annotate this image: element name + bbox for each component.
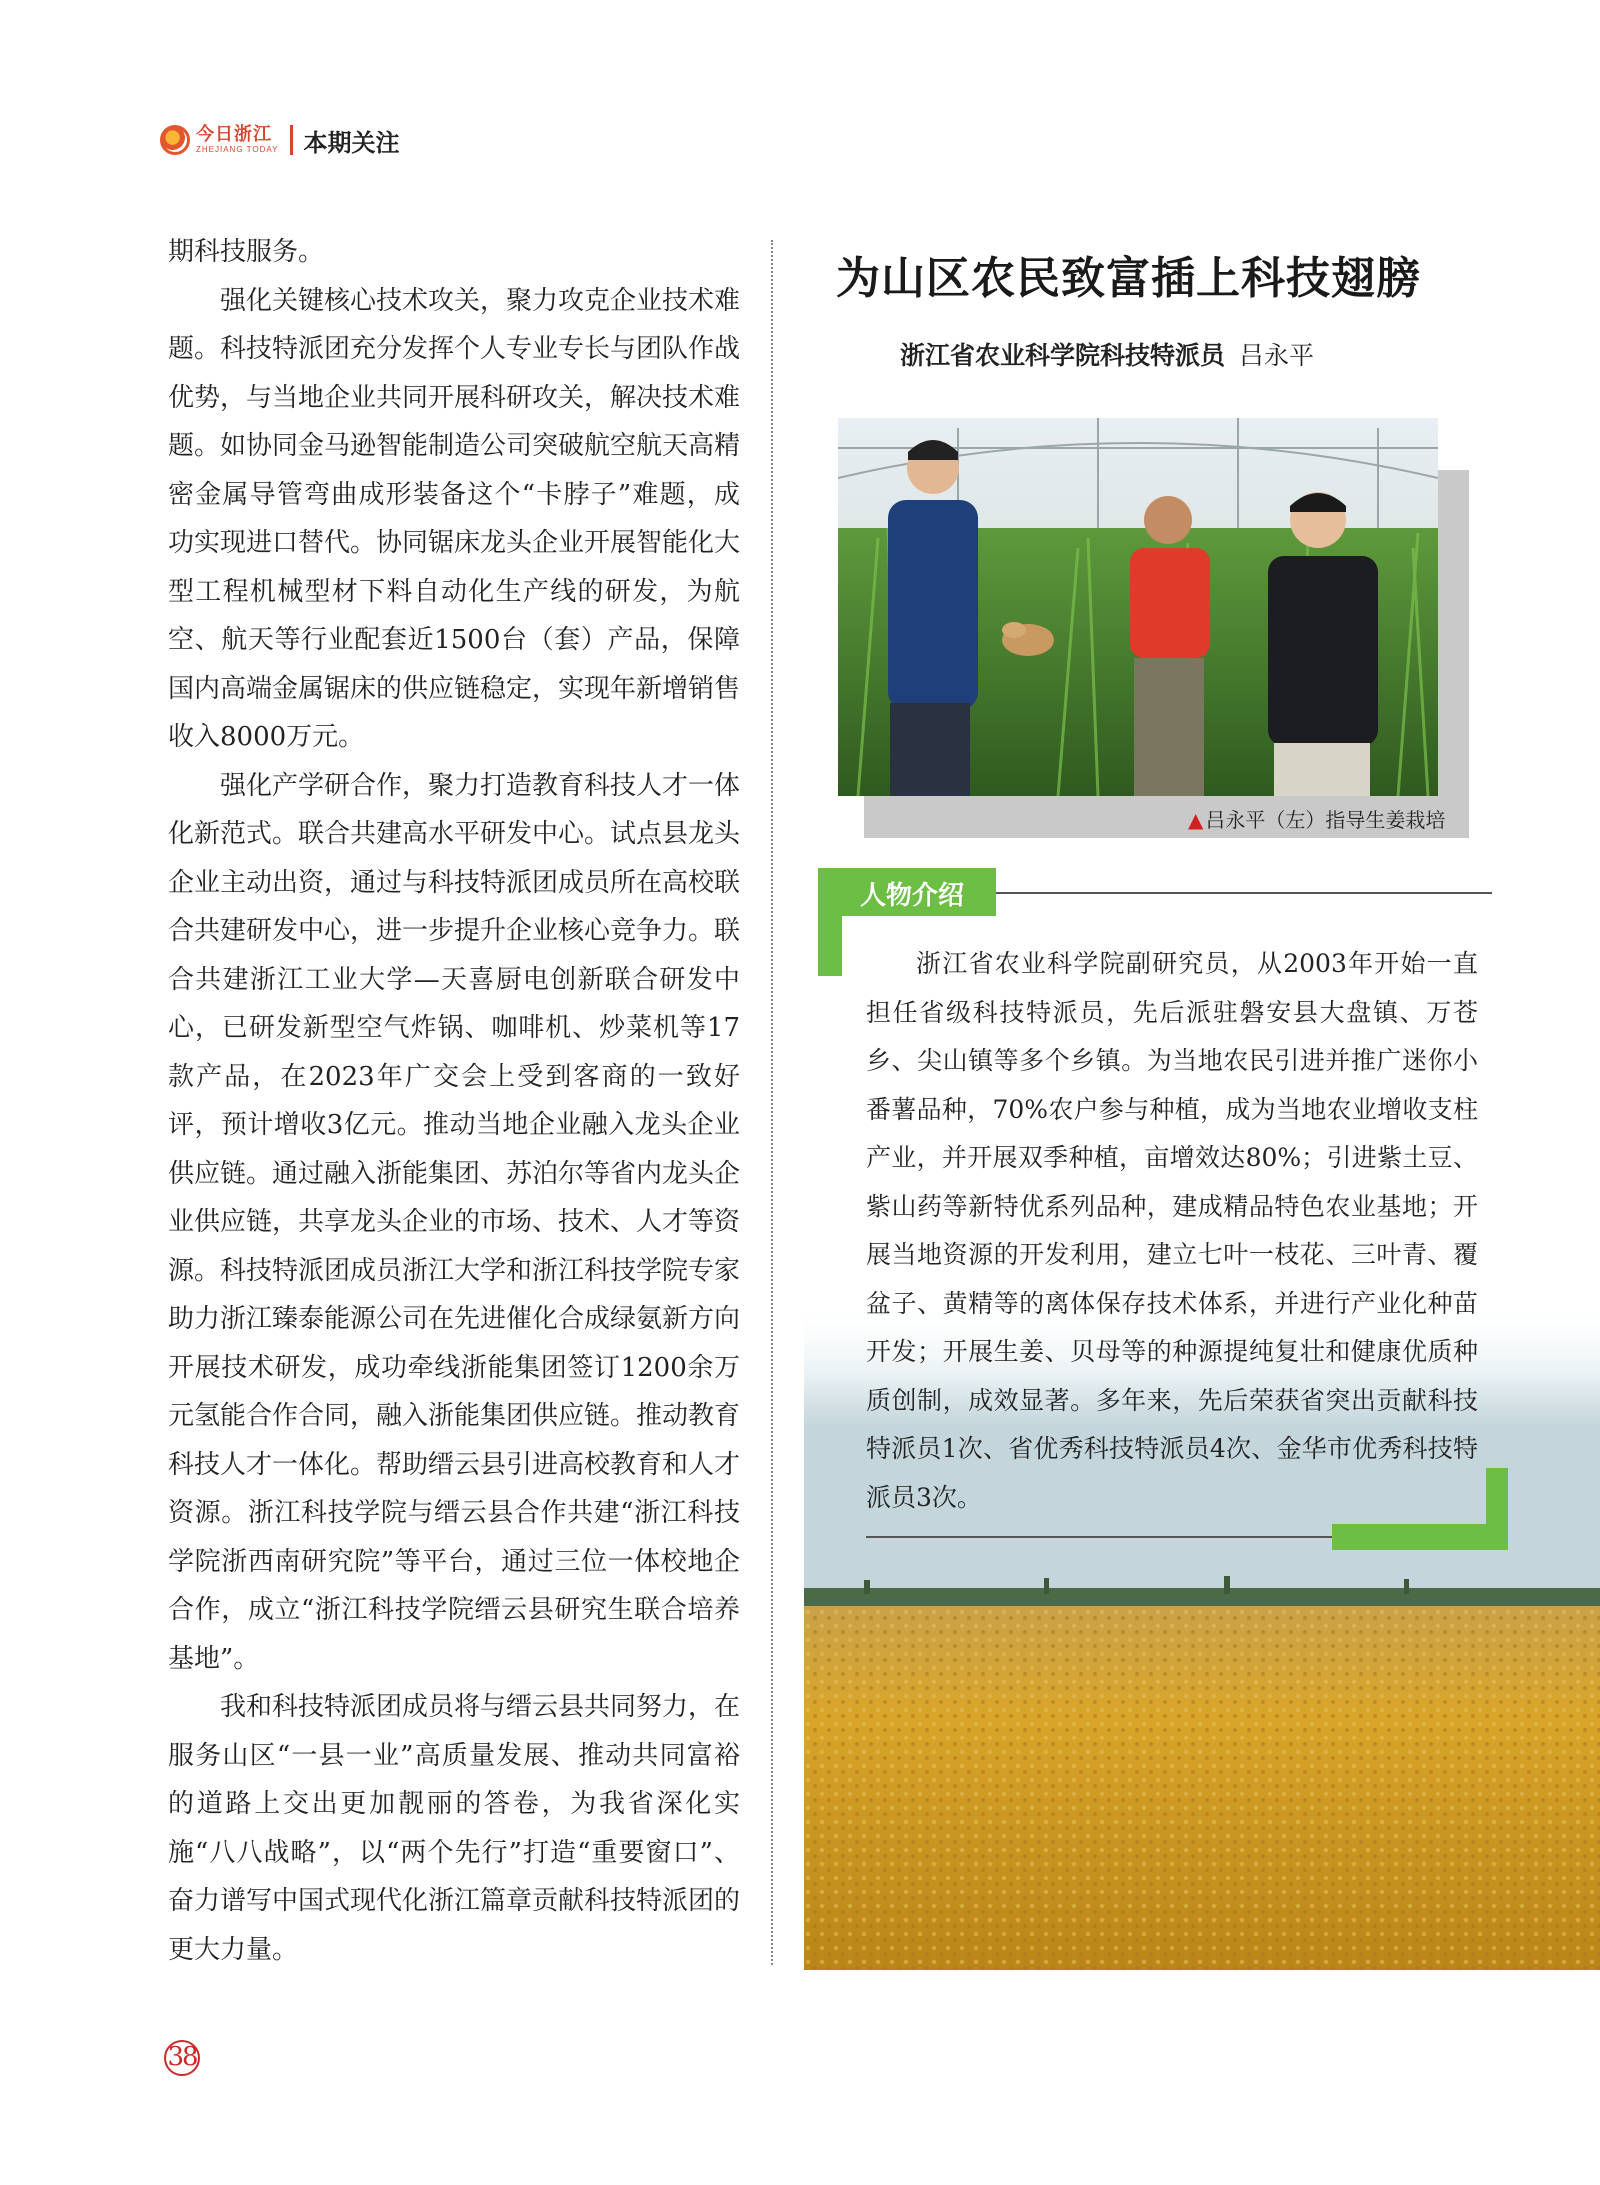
caption-triangle-icon: ▲ [1188, 808, 1204, 832]
logo-sun-icon [160, 125, 190, 155]
logo-english-text: ZHEJIANG TODAY [196, 145, 279, 154]
profile-text [866, 940, 1478, 1522]
profile-corner-accent-bottom [1332, 1524, 1508, 1550]
photo-caption [1188, 804, 1445, 833]
caption-text: 吕永平（左）指导生姜栽培 [1205, 808, 1446, 832]
column-divider [771, 240, 773, 1965]
magazine-logo [160, 125, 278, 155]
page-header [160, 118, 399, 162]
article-title: 为山区农民致富插上科技翅膀 [836, 253, 1421, 304]
author-organization: 浙江省农业科学院科技特派员 [900, 341, 1226, 370]
paragraph: 强化关键核心技术攻关，聚力攻克企业技术难题。科技特派团充分发挥个人专业专长与团队作战优势，与当地企业共同开展科研攻关，解决技术难题。如协同金马逊智能制造公司突破航空航天高精密金属导管弯曲成形装备这个“卡脖子”难题，成功实现进口替代。协同锯床龙头企业开展智能化大型工程机械型材下料自动化生产线的研发，为航空、航天等行业配套近1500台（套）产品，保障国内高端金属锯床的供应链稳定，实现年新增销售收入8000万元。 [168, 285, 741, 752]
section-title: 本期关注 [303, 128, 400, 157]
profile-top-rule [996, 892, 1492, 894]
header-divider [290, 125, 293, 155]
paragraph: 期科技服务。 [168, 237, 325, 267]
logo-chinese-text: 今日浙江 [196, 124, 272, 145]
greenhouse-photo-image [838, 418, 1438, 796]
profile-paragraph: 浙江省农业科学院副研究员，从2003年开始一直担任省级科技特派员，先后派驻磐安县大盘镇、万苍乡、尖山镇等多个乡镇。为当地农民引进并推广迷你小番薯品种，70%农户参与种植，成为当地农业增收支柱产业，并开展双季种植，亩增效达80%；引进紫土豆、紫山药等新特优系列品种，建成精品特色农业基地；开展当地资源的开发利用，建立七叶一枝花、三叶青、覆盆子、黄精等的离体保存技术体系，并进行产业化种苗开发；开展生姜、贝母等的种源提纯复壮和健康优质种质创制，成效显著。多年来，先后荣获省突出贡献科技特派员1次、省优秀科技特派员4次、金华市优秀科技特派员3次。 [866, 949, 1478, 1512]
greenhouse-photo [838, 418, 1438, 796]
author-name: 吕永平 [1239, 341, 1315, 370]
profile-bottom-rule [866, 1536, 1332, 1538]
author-byline [900, 336, 1314, 372]
page-number: 38 [164, 2040, 200, 2076]
paragraph: 我和科技特派团成员将与缙云县共同努力，在服务山区“一县一业”高质量发展、推动共同富裕的道路上交出更加靓丽的答卷，为我省深化实施“八八战略”，以“两个先行”打造“重要窗口”、奋力谱写中国式现代化浙江篇章贡献科技特派团的更大力量。 [168, 1692, 741, 1965]
profile-label: 人物介绍 [860, 881, 965, 911]
left-column-text [168, 228, 740, 1974]
paragraph: 强化产学研合作，聚力打造教育科技人才一体化新范式。联合共建高水平研发中心。试点县龙头企业主动出资，通过与科技特派团成员所在高校联合共建研发中心，进一步提升企业核心竞争力。联合共建浙江工业大学—天喜厨电创新联合研发中心，已研发新型空气炸锅、咖啡机、炒菜机等17款产品，在2023年广交会上受到客商的一致好评，预计增收3亿元。推动当地企业融入龙头企业供应链。通过融入浙能集团、苏泊尔等省内龙头企业供应链，共享龙头企业的市场、技术、人才等资源。科技特派团成员浙江大学和浙江科技学院专家助力浙江臻泰能源公司在先进催化合成绿氨新方向开展技术研发，成功牵线浙能集团签订1200余万元氢能合作合同，融入浙能集团供应链。推动教育科技人才一体化。帮助缙云县引进高校教育和人才资源。浙江科技学院与缙云县合作共建“浙江科技学院浙西南研究院”等平台，通过三位一体校地企合作，成立“浙江科技学院缙云县研究生联合培养基地”。 [168, 770, 741, 1674]
